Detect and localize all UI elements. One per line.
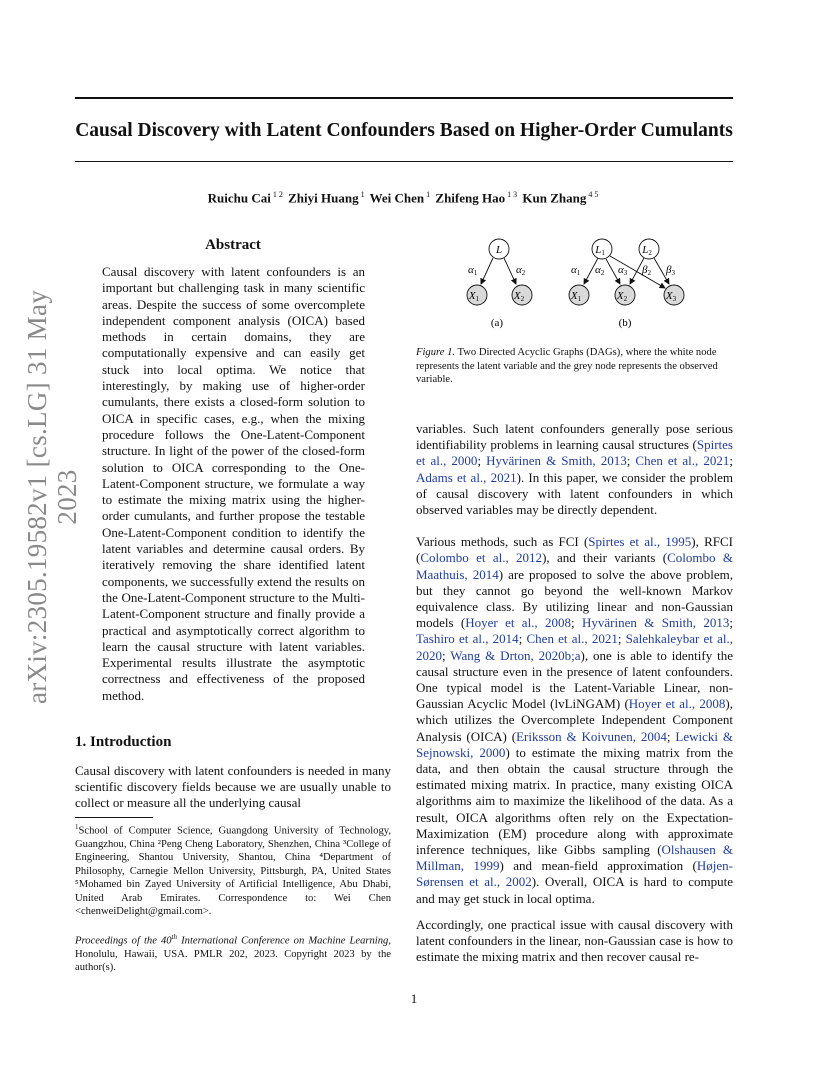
subfigure-b-label: (b)	[618, 317, 632, 329]
paper-title: Causal Discovery with Latent Confounders Based on Higher-Order Cumulants	[75, 120, 733, 141]
body-text: ;	[626, 453, 636, 469]
body-text: ;	[666, 728, 676, 744]
right-paragraph-2	[416, 534, 733, 907]
body-text: ;	[729, 453, 733, 469]
label-l2: L	[642, 244, 649, 256]
label-x1-sub: 1	[475, 295, 480, 303]
svg-text:β2	[641, 264, 651, 277]
proceedings-text-1: Proceedings of the 40	[75, 935, 172, 947]
citation-link[interactable]: Olshausen & Millman, 1999	[416, 842, 733, 874]
citation-link[interactable]: Colombo & Maathuis, 2014	[416, 550, 733, 582]
citation-link[interactable]: Salehkaleybar et al., 2020	[416, 631, 733, 663]
label-beta3-sub: 3	[671, 269, 675, 277]
label-alpha1-sub: 1	[576, 269, 581, 277]
body-text: ;	[729, 615, 733, 631]
figure-caption-label: Figure 1.	[416, 347, 456, 358]
author-name: Wei Chen	[369, 190, 425, 206]
subfigure-a-label: (a)	[490, 317, 504, 329]
figure-1-dag	[416, 232, 733, 336]
body-text: ;	[442, 647, 451, 663]
citation-link[interactable]: Chen et al., 2021	[635, 453, 730, 469]
body-text: ;	[477, 453, 487, 469]
section-heading-introduction: 1. Introduction	[75, 734, 172, 750]
body-text: ) and mean-field approximation (	[499, 858, 697, 874]
body-text: ;	[518, 631, 527, 647]
label-alpha2-sub: 2	[600, 269, 605, 277]
label-alpha1-sub: 1	[473, 269, 478, 277]
label-x2-sub: 2	[520, 295, 525, 303]
label-x1: X	[468, 290, 476, 302]
body-text: ;	[571, 615, 583, 631]
label-alpha3-sub: 3	[623, 269, 628, 277]
author-affiliation-mark: 4 5	[586, 190, 599, 199]
label-alpha2: α	[516, 264, 522, 276]
author-affiliation-mark: 1 3	[505, 190, 518, 199]
author-name: Zhifeng Hao	[435, 190, 506, 206]
footnote-text: School of Computer Science, Guangdong University of Technology, Guangzhou, China ²Peng Cheng Laboratory, Shenzhen, China ³College of Engineering, Shantou University, Shantou, China ⁴Department of Philosophy, Carnegie Mellon University, Pittsburgh, PA, United States ⁵Mohamed bin Zayed University of Artificial Intelligence, Abu Dhabi, United Arab Emirates. Correspondence to: Wei Chen <chenweiDelight@gmail.com>.	[75, 825, 391, 917]
page-number: 1	[410, 991, 418, 1006]
citation-link[interactable]: Tashiro et al., 2014	[416, 631, 519, 647]
citation-link[interactable]: Højen-Sørensen et al., 2002	[416, 858, 733, 890]
author-affiliation-mark: 1 2	[270, 190, 283, 199]
label-alpha3: α	[618, 264, 624, 276]
label-x2: X	[513, 290, 521, 302]
author-name: Zhiyi Huang	[288, 190, 359, 206]
label-x1-sub: 1	[577, 295, 582, 303]
svg-text:α2	[595, 264, 605, 277]
title-bottom-rule	[75, 161, 733, 162]
proceedings-note	[75, 931, 391, 975]
label-alpha1: α	[468, 264, 474, 276]
subfigure-b	[569, 239, 684, 329]
body-text: ). In this paper, we consider the problem of causal discovery with latent confounders in which observed variables may be directly dependent.	[416, 469, 733, 518]
body-text: ;	[617, 631, 626, 647]
body-text: Various methods, such as FCI (	[416, 534, 589, 550]
label-x2: X	[616, 290, 624, 302]
label-l: L	[495, 244, 503, 256]
label-l1-sub: 1	[601, 249, 605, 257]
proceedings-text-3: , Honolulu, Hawaii, USA. PMLR 202, 2023. Copyright 2023 by the author(s).	[75, 935, 391, 974]
label-l1: L	[595, 244, 602, 256]
arxiv-stamp[interactable]: arXiv:2305.19582v1 [cs.LG] 31 May 2023	[22, 289, 82, 705]
svg-text:α1	[468, 264, 478, 277]
proceedings-text-2: International Conference on Machine Learning	[177, 935, 389, 947]
label-alpha1: α	[571, 264, 577, 276]
body-text: ), which utilizes the Overcomplete Independent Component Analysis (OICA) (	[416, 696, 733, 744]
author-name: Kun Zhang	[522, 190, 587, 206]
label-beta3: β	[666, 264, 672, 276]
label-x3-sub: 3	[672, 295, 677, 303]
footnote-mark: 1	[75, 823, 79, 831]
label-x1: X	[570, 290, 578, 302]
svg-text:α1	[571, 264, 581, 277]
right-column-body	[416, 421, 733, 966]
subfigure-a	[467, 239, 532, 329]
intro-text: Causal discovery with latent confounders is needed in many scientific discovery fields because we are usually unable to collect or measure all the underlying causal	[75, 763, 391, 811]
citation-link[interactable]: Lewicki & Sejnowski, 2000	[416, 728, 733, 760]
citation-link[interactable]: Hyvärinen & Smith, 2013	[582, 615, 730, 631]
top-rule	[75, 97, 733, 99]
author-affiliation-mark: 1	[424, 190, 431, 199]
author-name: Ruichu Cai	[207, 190, 271, 206]
label-x3: X	[665, 290, 673, 302]
label-beta2: β	[642, 264, 648, 276]
svg-text:α2	[516, 264, 526, 277]
citation-link[interactable]: Hyvärinen & Smith, 2013	[486, 453, 627, 469]
body-text: ) are proposed to solve the above problem, but they cannot go beyond the well-known Markov equivalence class. By utilizing linear and non-Gaussian models (	[416, 566, 734, 631]
body-text: ), one is able to identify the causal structure even in the presence of latent confounders. One typical model is the Latent-Variable Linear, non-Gaussian Acyclic Model (lvLiNGAM) (	[416, 647, 733, 712]
abstract-body: Causal discovery with latent confounders is an important but challenging task in many scientific areas. Despite the success of some overcomplete independent component analysis (OICA) based methods in certain domains, they are computationally expensive and can easily get stuck into local optima. We notice that interestingly, by making use of higher-order cumulants, there exists a closed-form solution to OICA in specific cases, e.g., when the mixing procedure follows the One-Latent-Component structure. In light of the power of the closed-form solution to OICA corresponding to the One-Latent-Component structure, we formulate a way to estimate the mixing matrix using the higher-order cumulants, and further propose the testable One-Latent-Component condition to identify the latent variables and determine causal orders. By iteratively removing the share identified latent components, we successfully extend the results on the One-Latent-Component structure to the Multi-Latent-Component structure and finally provide a practical and asymptotically correct algorithm to learn the causal structure with latent variables. Experimental results illustrate the asymptotic correctness and effectiveness of the proposed method.	[102, 264, 365, 703]
affiliation-footnote	[75, 821, 391, 918]
author-list	[75, 190, 733, 206]
citation-link[interactable]: Spirtes et al., 1995	[588, 534, 692, 550]
intro-paragraph-left	[75, 763, 391, 812]
figure-caption-text: Two Directed Acyclic Graphs (DAGs), where the white node represents the latent variable and the grey node represents the observed variable.	[416, 347, 718, 386]
right-paragraph-1	[416, 421, 733, 518]
citation-link[interactable]: Eriksson & Koivunen, 2004	[516, 728, 667, 744]
body-text: variables. Such latent confounders generally pose serious identifiability problems in learning causal structures (	[416, 421, 733, 453]
body-text: ). Overall, OICA is hard to compute and may get stuck in local optima.	[416, 874, 734, 906]
abstract-heading: Abstract	[205, 237, 261, 253]
citation-link[interactable]: Hoyer et al., 2008	[465, 615, 572, 631]
body-text: ), RFCI (	[416, 534, 733, 566]
label-beta2-sub: 2	[647, 269, 651, 277]
right-paragraph-3: Accordingly, one practical issue with causal discovery with latent confounders in the linear, non-Gaussian case is how to estimate the mixing matrix and then recover causal re-	[416, 916, 733, 965]
label-x2-sub: 2	[623, 295, 628, 303]
label-alpha2: α	[595, 264, 601, 276]
citation-link[interactable]: Adams et al., 2021	[416, 469, 517, 485]
citation-link[interactable]: Wang & Drton, 2020b;a	[450, 647, 581, 663]
author-affiliation-mark: 1	[358, 190, 365, 199]
figure-caption	[416, 346, 733, 387]
proceedings-sup: th	[171, 933, 178, 941]
citation-link[interactable]: Chen et al., 2021	[526, 631, 618, 647]
footnote-rule	[75, 817, 153, 818]
body-text: ) to estimate the mixing matrix from the data, and then obtain the causal structure through the estimated mixing matrix. In practice, many existing OICA algorithms aim to maximize the likelihood of the data. As a result, OICA algorithms often rely on the Expectation-Maximization (EM) procedure along with approximate inference techniques, like Gibbs sampling (	[416, 744, 734, 858]
label-l2-sub: 2	[648, 249, 652, 257]
citation-link[interactable]: Colombo et al., 2012	[420, 550, 543, 566]
label-alpha2-sub: 2	[521, 269, 526, 277]
citation-link[interactable]: Hoyer et al., 2008	[628, 696, 726, 712]
citation-link[interactable]: Spirtes et al., 2000	[416, 437, 733, 469]
svg-text:β3	[665, 264, 675, 277]
body-text: ), and their variants (	[542, 550, 668, 566]
